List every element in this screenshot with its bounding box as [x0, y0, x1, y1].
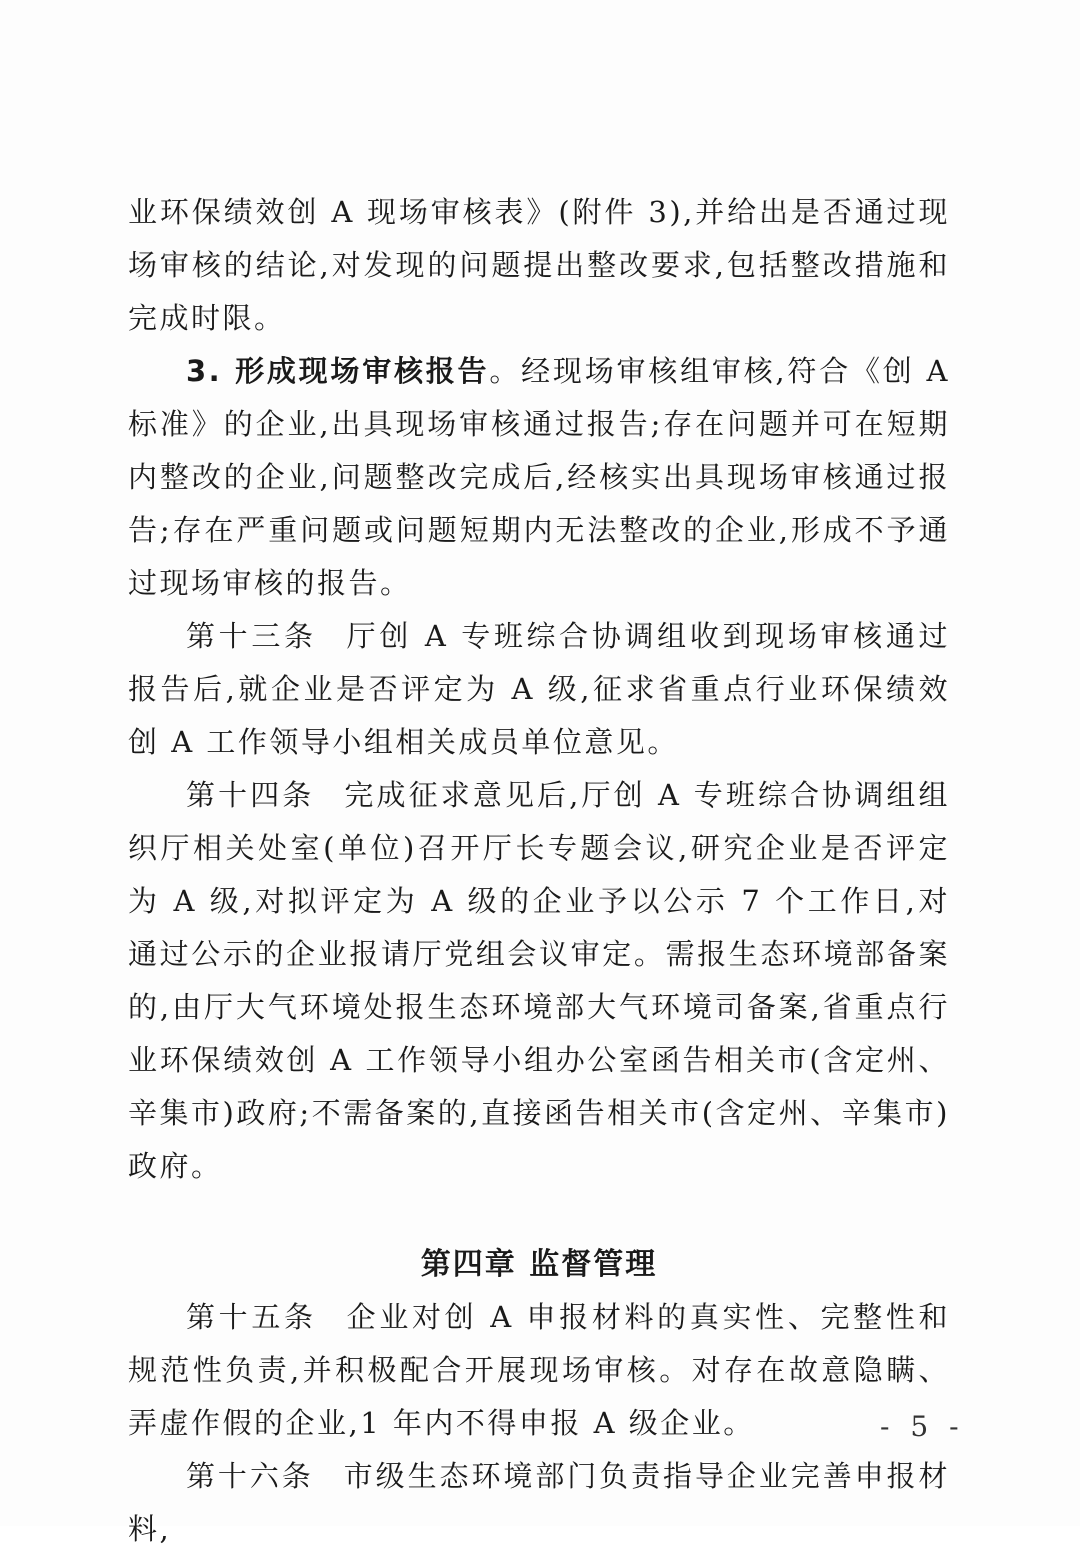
- article-text: 企业对创 A 申报材料的真实性、完整性和规范性负责,并积极配合开展现场审核。对存在故意隐瞒、弄虚作假的企业,1 年内不得申报 A 级企业。: [128, 1300, 950, 1440]
- paragraph-text: 业环保绩效创 A 现场审核表》(附件 3),并给出是否通过现场审核的结论,对发现的问题提出整改要求,包括整改措施和完成时限。: [128, 195, 950, 335]
- article-14: [128, 769, 950, 1193]
- article-15: [128, 1291, 950, 1450]
- article-number: 第十六条: [186, 1459, 314, 1493]
- page-number: - 5 -: [880, 1410, 965, 1443]
- article-number: 第十五条: [186, 1300, 317, 1334]
- article-13: [128, 610, 950, 769]
- article-number: 第十三条: [186, 619, 317, 653]
- article-number: 第十四条: [186, 778, 315, 812]
- document-body: [128, 186, 950, 1556]
- article-text: 市级生态环境部门负责指导企业完善申报材料,: [128, 1459, 950, 1546]
- article-text: 完成征求意见后,厅创 A 专班综合协调组组织厅相关处室(单位)召开厅长专题会议,研究企业是否评定为 A 级,对拟评定为 A 级的企业予以公示 7 个工作日,对通过公示的企业报请厅党组会议审定。需报生态环境部备案的,由厅大气环境处报生态环境部大气环境司备案,省重点行业环保绩效创 A 工作领导小组办公室函告相关市(含定州、辛集市)政府;不需备案的,直接函告相关市(含定州、辛集市)政府。: [128, 778, 950, 1183]
- article-16: [128, 1450, 950, 1556]
- chapter-title: 第四章 监督管理: [420, 1247, 658, 1282]
- paragraph-continuation: [128, 186, 950, 345]
- section-heading: 3. 形成现场审核报告: [186, 354, 490, 388]
- paragraph-text: 。经现场审核组审核,符合《创 A 标准》的企业,出具现场审核通过报告;存在问题并可在短期内整改的企业,问题整改完成后,经核实出具现场审核通过报告;存在严重问题或问题短期内无法整改的企业,形成不予通过现场审核的报告。: [128, 354, 950, 600]
- article-text: 厅创 A 专班综合协调组收到现场审核通过报告后,就企业是否评定为 A 级,征求省重点行业环保绩效创 A 工作领导小组相关成员单位意见。: [128, 619, 950, 759]
- paragraph-site-audit-report: [128, 345, 950, 610]
